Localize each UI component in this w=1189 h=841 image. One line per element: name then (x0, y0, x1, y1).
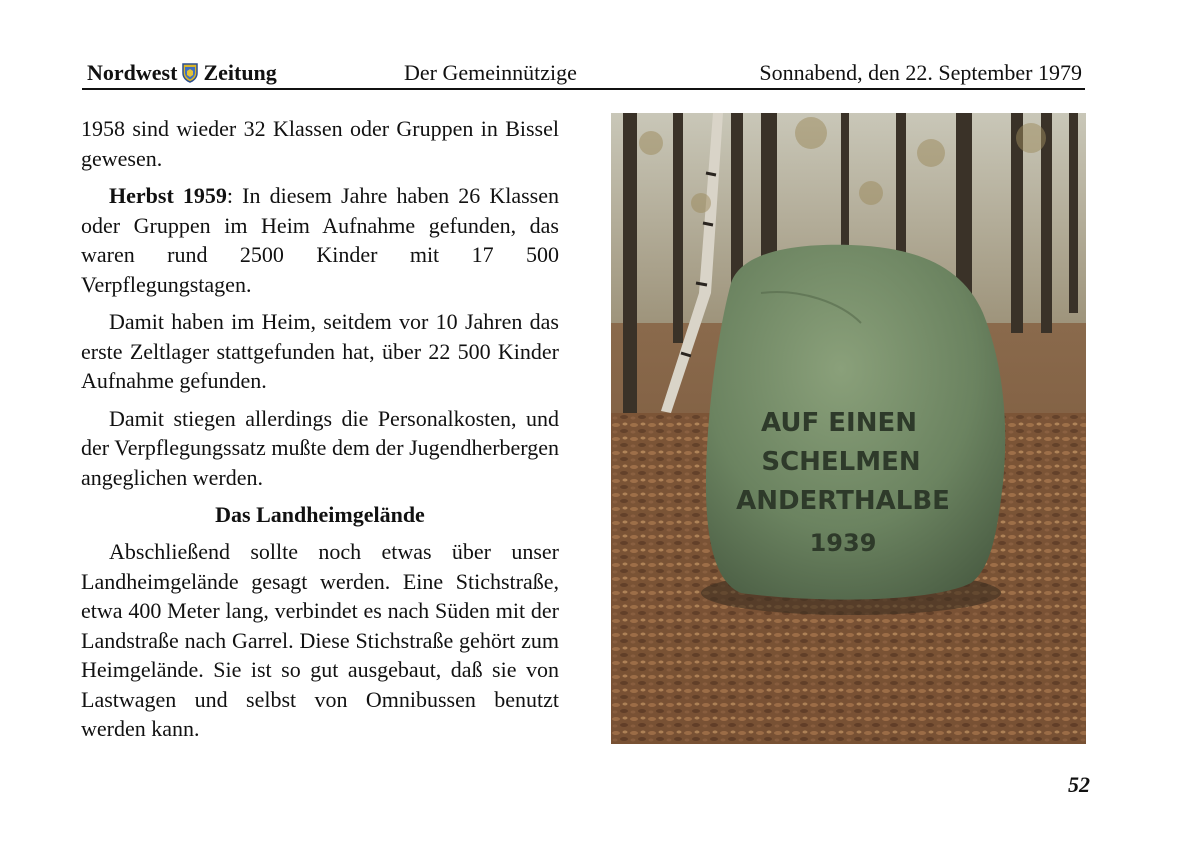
memorial-stone-photo (611, 113, 1086, 744)
paragraph-3: Damit haben im Heim, seitdem vor 10 Jahren das erste Zeltlager stattgefunden hat, über 22 500 Kinder Aufnahme gefunden. (81, 309, 559, 393)
inscription-line-4: 1939 (809, 529, 877, 557)
paragraph-2-text: : In diesem Jahre haben 26 Klassen oder Gruppen im Heim Aufnahme gefunden, das waren rund 2500 Kinder mit 17 500 Verpflegungstagen. (81, 183, 559, 297)
paragraph-5: Abschließend sollte noch etwas über unser Landheimgelände gesagt werden. Eine Stichstraße, etwa 400 Meter lang, verbindet es nach Süden mit der Landstraße nach Garrel. Diese Stichstraße gehört zum Heimgelände. Sie ist so gut ausgebaut, daß sie von Lastwagen und selbst von Omnibussen benutzt werden kann. (81, 539, 559, 741)
coat-of-arms-icon (182, 63, 198, 83)
paragraph-4: Damit stiegen allerdings die Personalkosten, und der Verpflegungssatz mußte dem der Jugendherbergen angeglichen werden. (81, 405, 559, 490)
issue-date: Sonnabend, den 22. September 1979 (759, 60, 1082, 85)
paragraph-1: 1958 sind wieder 32 Klassen oder Gruppen in Bissel gewesen. (81, 116, 559, 171)
masthead-word-2: Zeitung (203, 60, 277, 85)
subheading: Das Landheimgelände (215, 502, 425, 527)
page-number: 52 (1068, 772, 1090, 797)
paragraph-2-lead: Herbst 1959 (109, 183, 227, 208)
masthead-word-1: Nordwest (87, 60, 178, 85)
section-title: Der Gemeinnützige (404, 60, 577, 85)
article-column (81, 114, 559, 752)
inscription-line-2: SCHELMEN (761, 447, 921, 477)
paragraph-2 (81, 181, 559, 299)
inscription-line-3: ANDERTHALBE (736, 486, 950, 516)
page-header (82, 56, 1085, 90)
newspaper-masthead (87, 60, 277, 86)
inscription-line-1: AUF EINEN (761, 408, 917, 438)
